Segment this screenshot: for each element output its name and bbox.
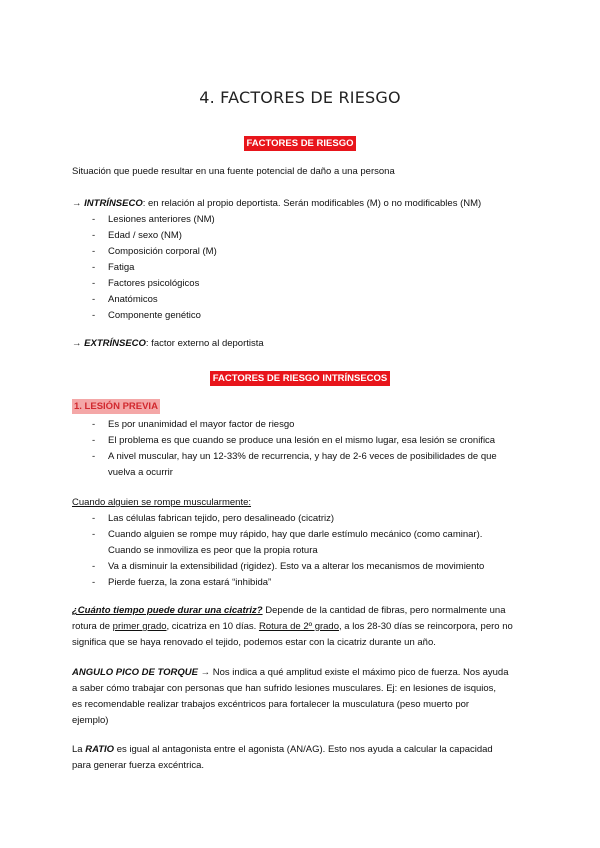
section-header-intrinsecos: [0, 368, 600, 386]
intrinseco-text: : en relación al propio deportista. Serán modificables (M) o no modificables (NM): [142, 198, 482, 209]
extrinseco-text: : factor externo al deportista: [145, 338, 264, 349]
list-item-continuation: vuelva a ocurrir: [108, 467, 173, 478]
arrow-icon: →: [197, 667, 211, 678]
list-item: Fatiga: [108, 262, 135, 273]
rotura-heading: Cuando alguien se rompe muscularmente:: [72, 497, 252, 508]
section-header-intrinsecos-label: FACTORES DE RIESGO INTRÍNSECOS: [210, 371, 391, 386]
angulo-label: ANGULO PICO DE TORQUE: [72, 667, 198, 678]
lesion-previa-heading: 1. LESIÓN PREVIA: [74, 401, 158, 412]
extrinseco-label: EXTRÍNSECO: [84, 338, 146, 349]
list-item: Va a disminuir la extensibilidad (rigidez). Esto va a alterar los mecanismos de movimiento: [108, 561, 485, 572]
list-item: Es por unanimidad el mayor factor de riesgo: [108, 419, 295, 430]
list-item: Edad / sexo (NM): [108, 230, 182, 241]
list-item: Las células fabrican tejido, pero desalineado (cicatriz): [108, 513, 335, 524]
list-item: Anatómicos: [108, 294, 158, 305]
page-title: 4. FACTORES DE RIESGO: [199, 88, 401, 107]
section-header-factores: [0, 133, 600, 151]
list-item: Composición corporal (M): [108, 246, 217, 257]
extrinseco-line: [72, 337, 264, 350]
list-item-continuation: Cuando se inmoviliza es peor que la propia rotura: [108, 545, 318, 556]
ratio-label: RATIO: [85, 744, 115, 755]
section-header-factores-label: FACTORES DE RIESGO: [244, 136, 357, 151]
list-item: Cuando alguien se rompe muy rápido, hay que darle estímulo mecánico (como caminar).: [108, 529, 483, 540]
list-item: Componente genético: [108, 310, 201, 321]
list-item: A nivel muscular, hay un 12-33% de recurrencia, y hay de 2-6 veces de posibilidades de que: [108, 451, 497, 462]
cicatriz-question: ¿Cuánto tiempo puede durar una cicatriz?: [72, 605, 263, 616]
list-item: Lesiones anteriores (NM): [108, 214, 215, 225]
arrow-icon: →: [72, 338, 82, 349]
intrinseco-line: [72, 197, 481, 210]
intrinseco-label: INTRÍNSECO: [84, 198, 143, 209]
arrow-icon: →: [72, 198, 82, 209]
document-page: 4. FACTORES DE RIESGO FACTORES DE RIESGO Situación que puede resultar en una fuente potencial de daño a una persona → INTRÍNSECO: en relación al propio deportista. Serán modificables (M) o no modificables (NM) - Lesiones anteriores (NM) - Edad / sexo (NM) - Composición corporal (M) - Fatiga - Factores psicológicos - Anatómicos - Componente genético → EXTRÍNSECO: factor externo al deportista FACTORES DE RIESGO INTRÍNSECOS 1. LESIÓN PREVIA - Es por unanimidad el mayor factor de riesgo - El problema es que cuando se produce una lesión en el mismo lugar, esa lesión se cronifica - A nivel muscular, hay un 12-33% de recurrencia, y hay de 2-6 veces de posibilidades de que vuelva a ocurrir Cuando alguien se rompe muscularmente: - Las células fabrican tejido, pero desalineado (cicatriz) - Cuando alguien se rompe muy rápido, hay que darle estímulo mecánico (como caminar). Cuando se inmoviliza es peor que la propia rotura - Va a disminuir la extensibilidad (rigidez). Esto va a alterar los mecanismos de movimiento - Pierde fuerza, la zona estará “inhibida” ¿Cuánto tiempo puede durar una cicatriz? Depende de la cantidad de fibras, pero normalmente una rotura de primer grado, cicatriza en 10 días. Rotura de 2º grado, a los 28-30 días se reincorpora, pero no significa que se haya renovado el tejido, podemos estar con la cicatriz durante un año. ANGULO PICO DE TORQUE → Nos indica a qué amplitud existe el máximo pico de fuerza. Nos ayuda a saber cómo trabajar con personas que han sufrido lesiones musculares. Ej: en lesiones de isquios, es recomendable realizar trabajos excéntricos para fortalecer la musculatura (peso muerto por ejemplo) La RATIO es igual al antagonista entre el agonista (AN/AG). Esto nos ayuda a calcular la capacidad para generar fuerza excéntrica.: [0, 0, 600, 848]
definition-text: Situación que puede resultar en una fuente potencial de daño a una persona: [72, 166, 395, 177]
list-item: Pierde fuerza, la zona estará “inhibida”: [108, 577, 272, 588]
list-item: Factores psicológicos: [108, 278, 200, 289]
list-item: El problema es que cuando se produce una lesión en el mismo lugar, esa lesión se cronifica: [108, 435, 496, 446]
